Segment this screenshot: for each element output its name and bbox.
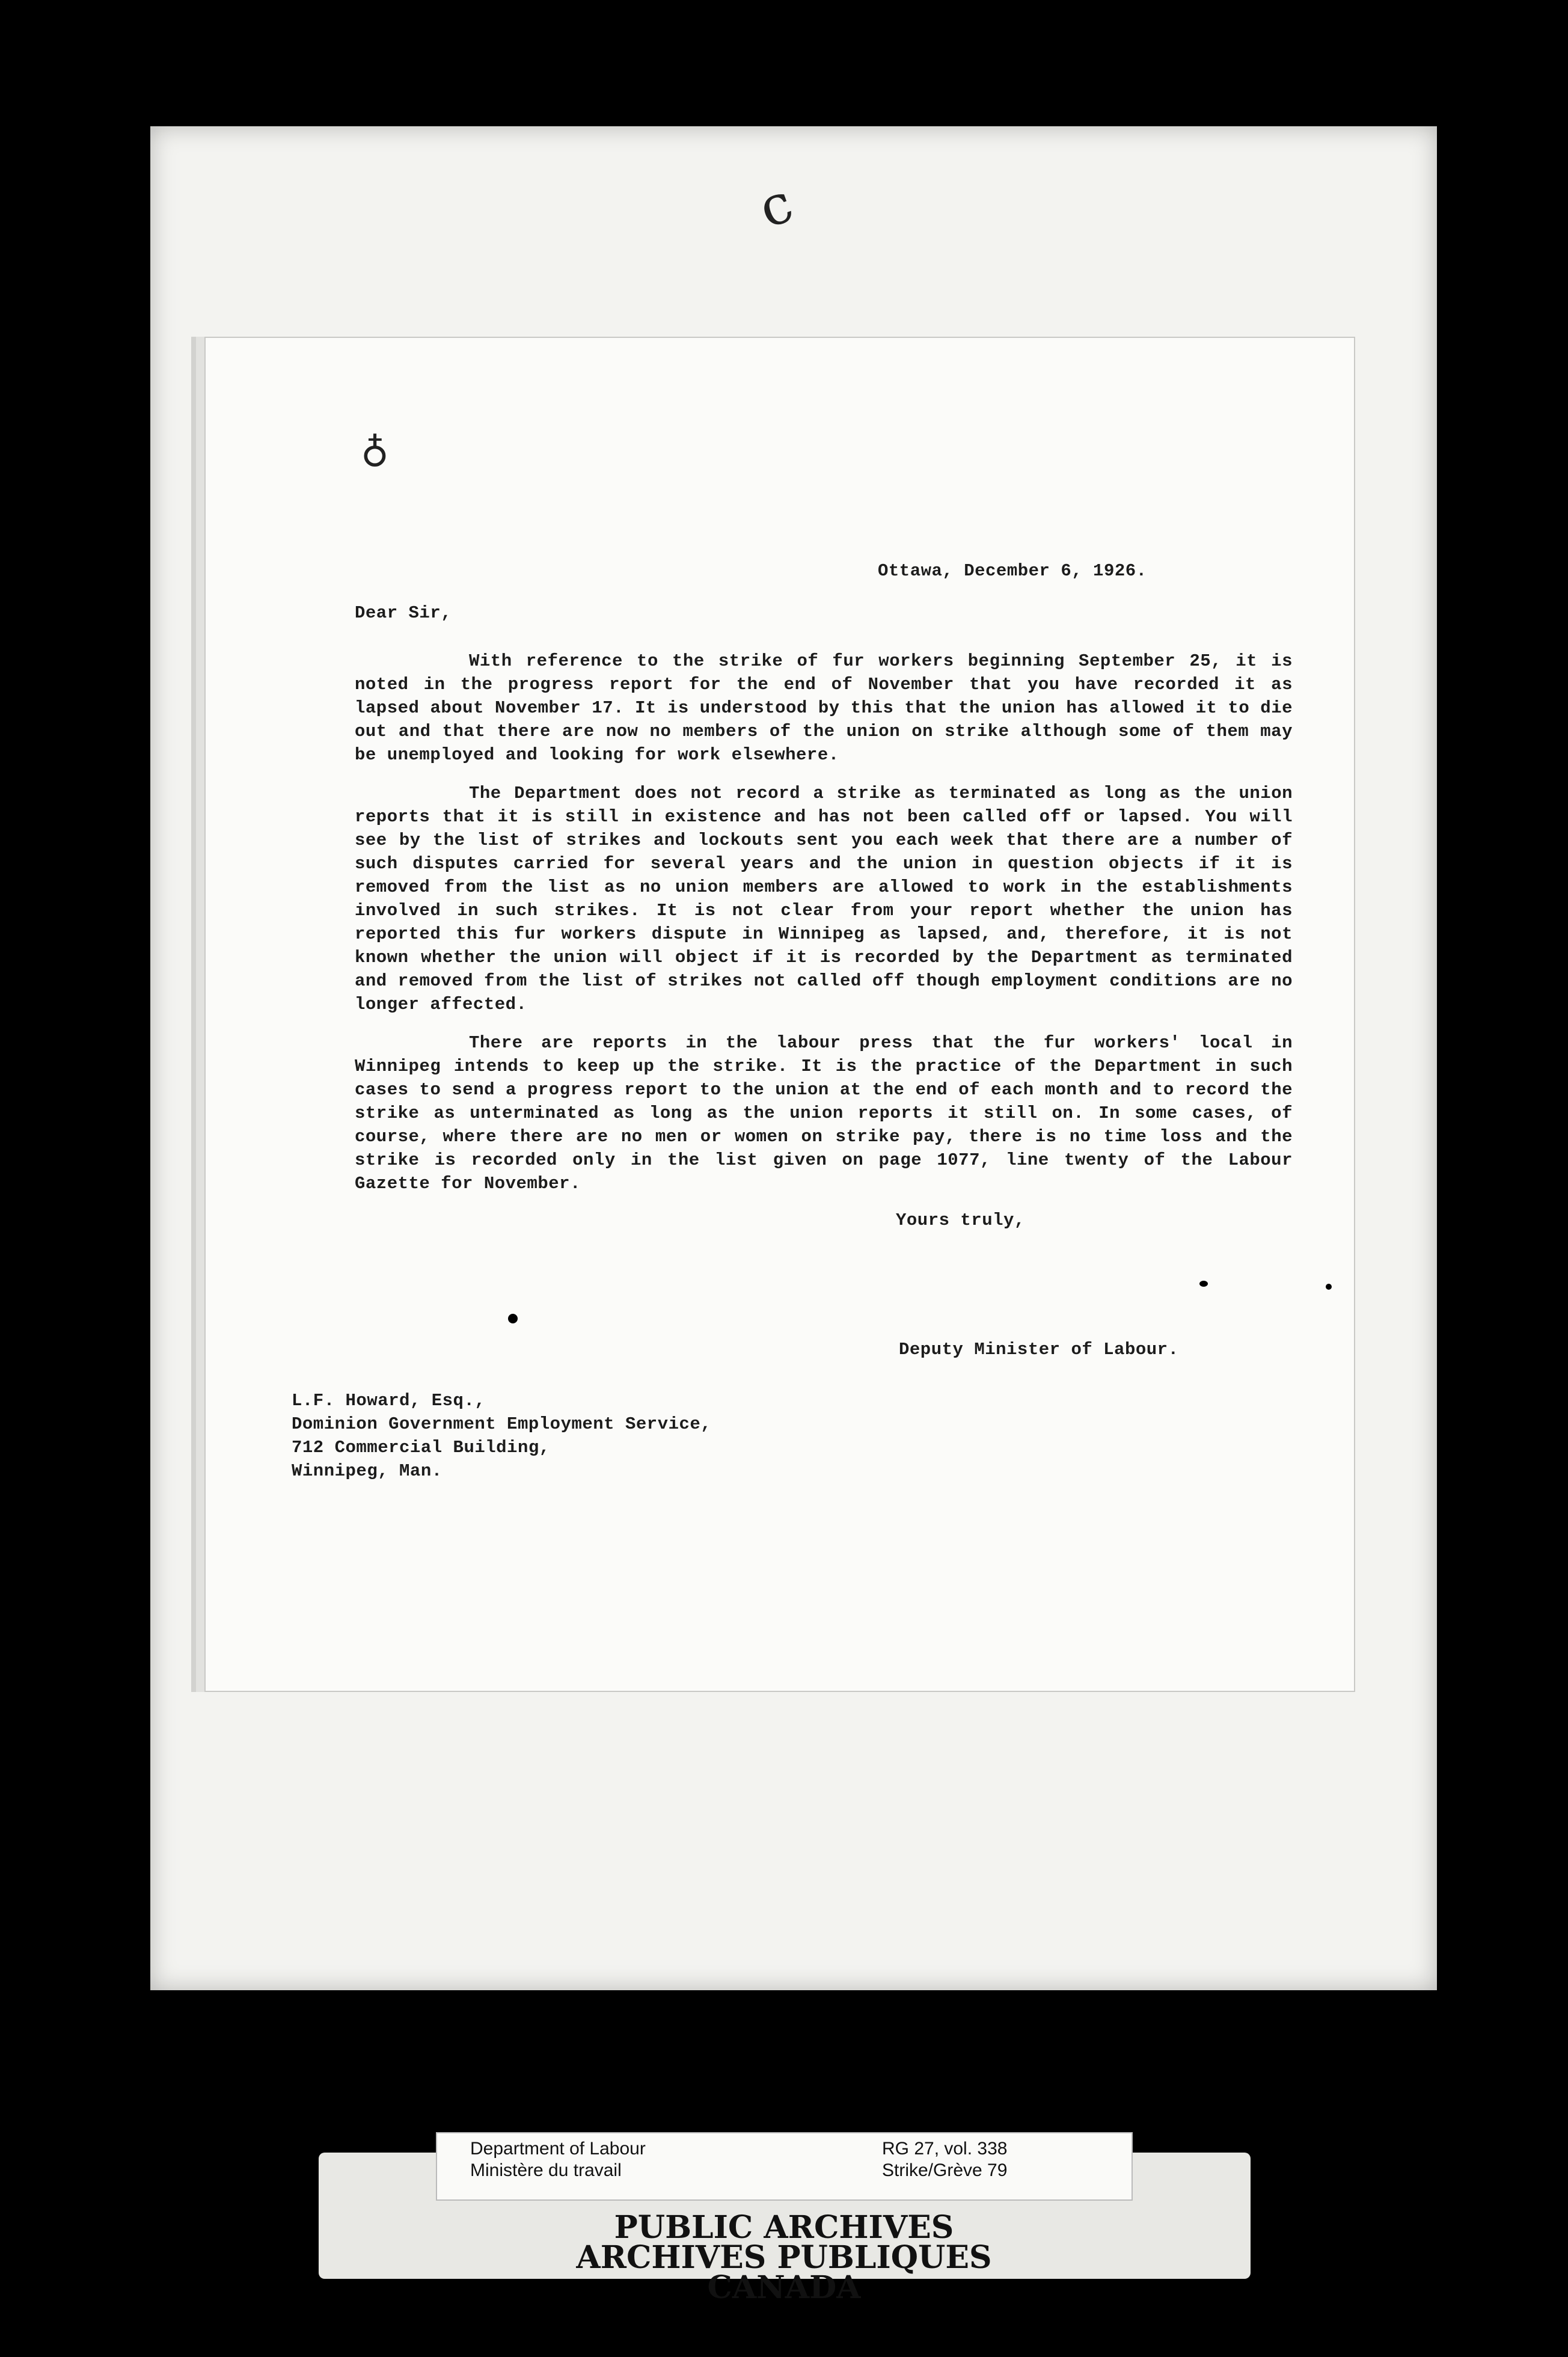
- stamp-line: PUBLIC ARCHIVES: [614, 2209, 954, 2246]
- department-fr: Ministère du travail: [470, 2160, 622, 2180]
- paragraph-2: The Department does not record a strike as terminated as long as the union reports that it is still in existence and has not been called off or lapsed. You will see by the list of strikes and lockouts sent you each week that there are a number of such disputes carried for several years and the union in question objects if it is removed from the list as no union members are allowed to work in the establishments involved in such strikes. It is not clear from your report whether the union has reported this fur workers dispute in Winnipeg as lapsed, and, therefore, it is not known whether the union will object if it is recorded by the Department as terminated and removed from the list of strikes not called off though employment conditions are no longer affected.: [355, 783, 1293, 1014]
- stamp-line: CANADA: [707, 2269, 861, 2306]
- paragraph-3: There are reports in the labour press that the fur workers' local in Winnipeg intends to keep up the strike. It is the practice of the Department in such cases to send a progress report to the union at the end of each month and to record the strike as unterminated as long as the union reports it still on. In some cases, of course, where there are no men or women on strike pay, there is no time loss and the strike is recorded only in the list given on page 1077, line twenty of the Labour Gazette for November.: [355, 1033, 1293, 1194]
- paragraph-1: With reference to the strike of fur workers beginning September 25, it is noted in the progress report for the end of November that you have recorded it as lapsed about November 17. It is understood by this that the union has allowed it to die out and that there are now no members of the union on strike although some of them may be unemployed and looking for work elsewhere.: [355, 651, 1293, 765]
- closing: Yours truly,: [896, 1210, 1025, 1230]
- margin-mark: ♁: [361, 427, 389, 471]
- speck: [508, 1314, 518, 1323]
- letter-date: Ottawa, December 6, 1926.: [878, 561, 1147, 581]
- recipient-address: [292, 1389, 711, 1483]
- address-line: L.F. Howard, Esq.,: [292, 1391, 486, 1411]
- salutation: Dear Sir,: [355, 603, 452, 623]
- signature: Deputy Minister of Labour.: [899, 1340, 1179, 1359]
- address-line: Winnipeg, Man.: [292, 1461, 443, 1481]
- handwritten-mark: c: [750, 171, 801, 241]
- department-en: Department of Labour: [470, 2139, 646, 2159]
- archive-stamp: [0, 2209, 1568, 2306]
- speck: [1326, 1284, 1332, 1290]
- address-line: Dominion Government Employment Service,: [292, 1414, 712, 1434]
- speck: [1199, 1281, 1208, 1287]
- archive-reference-card: [436, 2132, 1133, 2201]
- reference-number: RG 27, vol. 338: [882, 2139, 1008, 2159]
- file-number: Strike/Grève 79: [882, 2160, 1008, 2180]
- stamp-line: ARCHIVES PUBLIQUES: [576, 2239, 992, 2276]
- address-line: 712 Commercial Building,: [292, 1438, 550, 1457]
